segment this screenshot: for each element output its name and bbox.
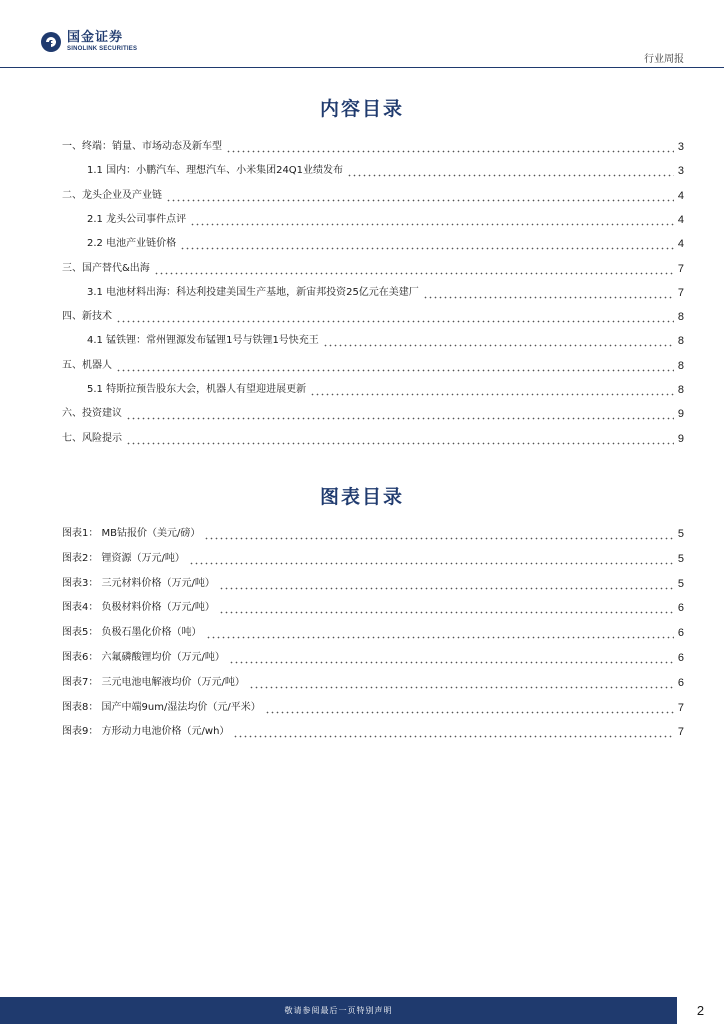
toc-dot-leader — [116, 310, 674, 324]
toc-entry-page: 9 — [677, 408, 684, 421]
toc-dot-leader — [323, 334, 674, 348]
toc-entry-page: 8 — [677, 311, 684, 324]
toc-entry-title: 2.2 电池产业链价格 — [87, 238, 177, 250]
figures-title: 图表目录 — [319, 486, 404, 508]
toc-dot-leader — [219, 577, 674, 591]
toc-entry-page: 7 — [677, 701, 684, 714]
toc-entry-title: 四、新技术 — [62, 311, 112, 323]
toc-dot-leader — [226, 140, 674, 154]
toc-entry-title: 4.1 锰铁锂：常州锂源发布锰锂1号与铁锂1号快充王 — [87, 335, 319, 347]
toc-entry-title: 图表2： 锂资源（万元/吨） — [62, 552, 185, 564]
toc-dot-leader — [166, 189, 674, 203]
toc-entry[interactable] — [62, 577, 684, 591]
toc-entry[interactable] — [62, 407, 684, 421]
report-type-label: 行业周报 — [644, 54, 684, 65]
toc-dot-leader — [347, 164, 674, 178]
toc-entry-title: 图表7： 三元电池电解液均价（万元/吨） — [62, 676, 245, 688]
footer-disclaimer: 敬请参阅最后一页特别声明 — [284, 1006, 393, 1015]
toc-dot-leader — [180, 237, 674, 251]
toc-entry-page: 3 — [677, 165, 684, 178]
toc-dot-leader — [233, 725, 673, 739]
toc-entry-title: 图表1： MB钴报价（美元/磅） — [62, 528, 201, 539]
toc-entry-page: 5 — [677, 552, 684, 565]
page-footer — [0, 997, 724, 1024]
contents-title: 内容目录 — [319, 98, 404, 120]
toc-entry[interactable] — [62, 676, 684, 690]
toc-entry-page: 9 — [677, 432, 684, 445]
toc-dot-leader — [190, 213, 674, 227]
toc-entry-title: 1.1 国内：小鹏汽车、理想汽车、小米集团24Q1业绩发布 — [87, 165, 344, 177]
toc-entry-page: 8 — [677, 359, 684, 372]
toc-entry-page: 4 — [677, 189, 684, 202]
toc-entry-title: 图表6： 六氟磷酸锂均价（万元/吨） — [62, 652, 225, 663]
logo-chinese-name: 国金证券 — [67, 30, 124, 45]
toc-entry[interactable] — [87, 164, 684, 178]
toc-entry[interactable] — [62, 626, 684, 640]
toc-entry-title: 5.1 特斯拉预告股东大会，机器人有望迎进展更新 — [87, 384, 307, 395]
toc-entry[interactable] — [62, 140, 684, 154]
toc-entry[interactable] — [87, 213, 684, 227]
toc-entry[interactable] — [62, 262, 684, 276]
toc-dot-leader — [126, 407, 674, 421]
toc-entry-title: 2.1 龙头公司事件点评 — [87, 213, 187, 225]
toc-entry-page: 7 — [677, 286, 684, 299]
toc-entry[interactable] — [87, 286, 684, 300]
toc-entry-title: 五、机器人 — [62, 359, 112, 371]
toc-dot-leader — [265, 701, 674, 715]
toc-entry[interactable] — [87, 237, 684, 251]
toc-entry-title: 一、终端：销量、市场动态及新车型 — [62, 141, 222, 152]
toc-entry[interactable] — [62, 359, 684, 373]
toc-dot-leader — [249, 676, 674, 690]
toc-entry-title: 图表4： 负极材料价格（万元/吨） — [62, 602, 215, 614]
toc-dot-leader — [310, 383, 674, 397]
header-divider — [0, 67, 724, 68]
toc-entry-page: 5 — [677, 528, 684, 540]
toc-dot-leader — [154, 262, 674, 276]
toc-entry-title: 3.1 电池材料出海：科达利投建美国生产基地，新宙邦投资25亿元在美建厂 — [87, 286, 419, 298]
toc-entry-page: 5 — [677, 577, 684, 590]
toc-entry-page: 6 — [677, 627, 684, 640]
toc-entry-page: 3 — [677, 141, 684, 153]
toc-entry[interactable] — [62, 701, 684, 715]
logo-english-name: SINOLINK SECURITIES — [67, 46, 138, 52]
toc-entry-title: 二、龙头企业及产业链 — [62, 189, 162, 201]
page-number: 2 — [696, 1003, 705, 1018]
company-logo — [40, 31, 137, 53]
toc-entry-title: 七、风险提示 — [62, 432, 122, 444]
toc-entry[interactable] — [62, 601, 684, 615]
toc-dot-leader — [189, 552, 674, 566]
toc-entry[interactable] — [62, 527, 684, 541]
toc-entry-page: 4 — [677, 238, 684, 251]
toc-entry-page: 6 — [677, 652, 684, 664]
toc-dot-leader — [423, 286, 674, 300]
toc-entry[interactable] — [87, 334, 684, 348]
toc-entry-page: 8 — [677, 384, 684, 396]
toc-entry[interactable] — [87, 383, 684, 397]
toc-entry-title: 图表9： 方形动力电池价格（元/wh） — [62, 726, 230, 738]
toc-entry[interactable] — [62, 552, 684, 566]
toc-entry-page: 6 — [677, 602, 684, 615]
toc-dot-leader — [126, 432, 674, 446]
toc-dot-leader — [204, 527, 673, 541]
toc-entry-page: 4 — [677, 213, 684, 226]
toc-dot-leader — [206, 626, 674, 640]
toc-entry-title: 三、国产替代&出海 — [62, 262, 150, 274]
toc-dot-leader — [229, 651, 674, 665]
toc-entry-title: 图表5： 负极石墨化价格（吨） — [62, 627, 202, 639]
toc-entry-title: 图表3： 三元材料价格（万元/吨） — [62, 577, 215, 589]
toc-entry[interactable] — [62, 725, 684, 739]
toc-entry-page: 8 — [677, 335, 684, 348]
toc-entry-page: 7 — [677, 726, 684, 739]
page-header — [0, 0, 724, 70]
toc-dot-leader — [116, 359, 674, 373]
toc-entry[interactable] — [62, 651, 684, 665]
toc-entry-title: 图表8： 国产中端9um/湿法均价（元/平米） — [62, 701, 261, 713]
toc-entry-page: 6 — [677, 676, 684, 689]
toc-entry[interactable] — [62, 189, 684, 203]
footer-bar — [0, 997, 677, 1024]
toc-entry-page: 7 — [677, 262, 684, 275]
toc-entry[interactable] — [62, 432, 684, 446]
toc-entry[interactable] — [62, 310, 684, 324]
sinolink-logo-icon — [40, 31, 62, 53]
toc-entry-title: 六、投资建议 — [62, 408, 122, 420]
toc-dot-leader — [219, 601, 674, 615]
